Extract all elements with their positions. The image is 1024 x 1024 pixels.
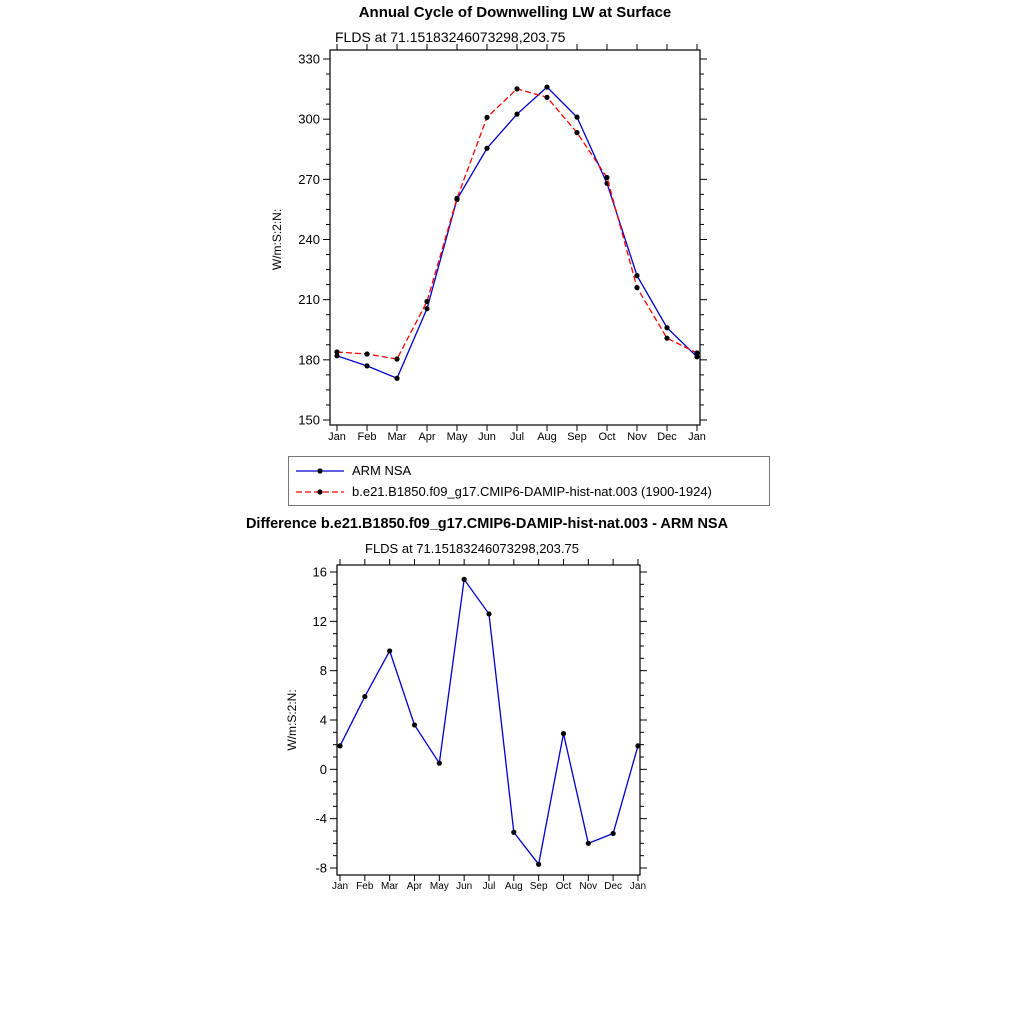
- y-tick-label: -8: [315, 860, 327, 876]
- x-tick-label: Sep: [567, 431, 587, 443]
- data-point-marker: [394, 356, 399, 361]
- data-point-marker: [574, 130, 579, 135]
- y-axis: [298, 52, 707, 428]
- data-point-marker: [514, 112, 519, 117]
- y-tick-label: 300: [298, 111, 320, 127]
- y-tick-label: 12: [312, 613, 327, 629]
- plot-frame: [330, 50, 700, 425]
- x-tick-label: Dec: [657, 431, 677, 443]
- x-axis: [332, 559, 646, 892]
- x-tick-label: Jul: [482, 881, 496, 892]
- annual-cycle-title: Annual Cycle of Downwelling LW at Surface: [358, 4, 672, 21]
- data-point-marker: [664, 325, 669, 330]
- x-tick-label: Oct: [555, 881, 572, 892]
- y-tick-label: 240: [298, 232, 320, 247]
- difference-plot: [270, 535, 690, 915]
- data-point-marker: [364, 363, 369, 368]
- y-tick-label: 4: [319, 712, 327, 728]
- difference-title: Difference b.e21.B1850.f09_g17.CMIP6-DAMIP-hist-nat.003 - ARM NSA: [245, 516, 729, 532]
- x-tick-label: Oct: [598, 431, 616, 443]
- data-point-marker: [394, 376, 399, 381]
- x-tick-label: Feb: [356, 881, 374, 892]
- legend-item-model: [294, 481, 764, 502]
- model-line-sample: [294, 486, 346, 498]
- x-tick-label: Jul: [509, 431, 525, 443]
- data-point-marker: [364, 351, 369, 356]
- x-tick-label: Jan: [629, 881, 647, 892]
- x-tick-label: Jan: [328, 431, 346, 443]
- data-point-marker: [511, 830, 516, 835]
- data-point-marker: [514, 86, 519, 91]
- data-point-marker: [424, 306, 429, 311]
- series-line: [337, 87, 697, 378]
- x-tick-label: Jan: [688, 431, 706, 443]
- x-tick-label: Apr: [406, 881, 423, 892]
- y-axis-label: W/m:S:2:N:: [285, 689, 299, 751]
- data-point-marker: [387, 648, 392, 653]
- y-tick-label: 150: [298, 412, 320, 428]
- data-point-marker: [337, 743, 342, 748]
- data-point-marker: [634, 273, 639, 278]
- legend-marker: [317, 489, 322, 494]
- data-point-marker: [334, 349, 339, 354]
- data-point-marker: [424, 299, 429, 304]
- arm-nsa-line-sample: [294, 465, 346, 477]
- y-tick-label: -4: [315, 811, 327, 827]
- x-tick-label: Feb: [357, 431, 377, 443]
- legend-label-model: b.e21.B1850.f09_g17.CMIP6-DAMIP-hist-nat.003 (1900-1924): [352, 484, 712, 499]
- data-point-marker: [454, 196, 459, 201]
- x-tick-label: Aug: [504, 881, 523, 892]
- data-point-marker: [611, 831, 616, 836]
- x-tick-label: May: [429, 881, 449, 892]
- y-tick-label: 330: [298, 51, 320, 67]
- data-point-marker: [561, 731, 566, 736]
- data-point-marker: [362, 694, 367, 699]
- legend-item-arm-nsa: [294, 460, 764, 481]
- data-point-marker: [486, 611, 491, 616]
- x-tick-label: Aug: [537, 431, 557, 443]
- data-point-marker: [544, 95, 549, 100]
- y-tick-label: 0: [319, 761, 327, 777]
- data-point-marker: [437, 761, 442, 766]
- x-tick-label: Nov: [579, 881, 598, 892]
- series-difference: [337, 577, 640, 867]
- x-tick-label: Mar: [387, 431, 407, 443]
- legend-box: [288, 456, 770, 506]
- x-tick-label: Dec: [604, 881, 623, 892]
- x-tick-label: May: [446, 431, 468, 443]
- annual-cycle-plot: [260, 40, 740, 460]
- series-arm-nsa: [334, 84, 699, 380]
- annual-cycle-subtitle: FLDS at 71.15183246073298,203.75: [335, 29, 566, 45]
- series-line: [337, 89, 697, 359]
- data-point-marker: [635, 743, 640, 748]
- legend-label-arm-nsa: ARM NSA: [352, 463, 412, 478]
- data-point-marker: [484, 115, 489, 120]
- data-point-marker: [462, 577, 467, 582]
- y-tick-label: 8: [319, 663, 327, 679]
- data-point-marker: [604, 175, 609, 180]
- legend-marker: [317, 468, 322, 473]
- y-axis-label: W/m:S:2:N:: [270, 208, 284, 271]
- difference-subtitle: FLDS at 71.15183246073298,203.75: [365, 541, 579, 556]
- series-b-e21-b1850-f09-g17-cmip6-damip-hist-nat: [334, 86, 699, 361]
- x-tick-label: Sep: [529, 881, 548, 892]
- y-tick-label: 270: [298, 171, 320, 187]
- data-point-marker: [586, 841, 591, 846]
- x-tick-label: Mar: [381, 881, 399, 892]
- data-point-marker: [664, 336, 669, 341]
- data-point-marker: [694, 350, 699, 355]
- data-point-marker: [634, 285, 639, 290]
- x-tick-label: Jan: [331, 881, 349, 892]
- y-tick-label: 180: [298, 352, 320, 368]
- data-point-marker: [544, 84, 549, 89]
- x-tick-label: Jun: [478, 431, 496, 443]
- y-tick-label: 16: [312, 564, 327, 580]
- data-point-marker: [536, 862, 541, 867]
- x-tick-label: Jun: [456, 881, 473, 892]
- x-axis: [328, 44, 706, 443]
- data-point-marker: [484, 146, 489, 151]
- series-line: [340, 579, 638, 864]
- x-tick-label: Apr: [418, 431, 436, 443]
- data-point-marker: [412, 722, 417, 727]
- x-tick-label: Nov: [627, 431, 647, 443]
- data-point-marker: [574, 115, 579, 120]
- y-tick-label: 210: [298, 292, 320, 308]
- y-axis: [313, 565, 647, 876]
